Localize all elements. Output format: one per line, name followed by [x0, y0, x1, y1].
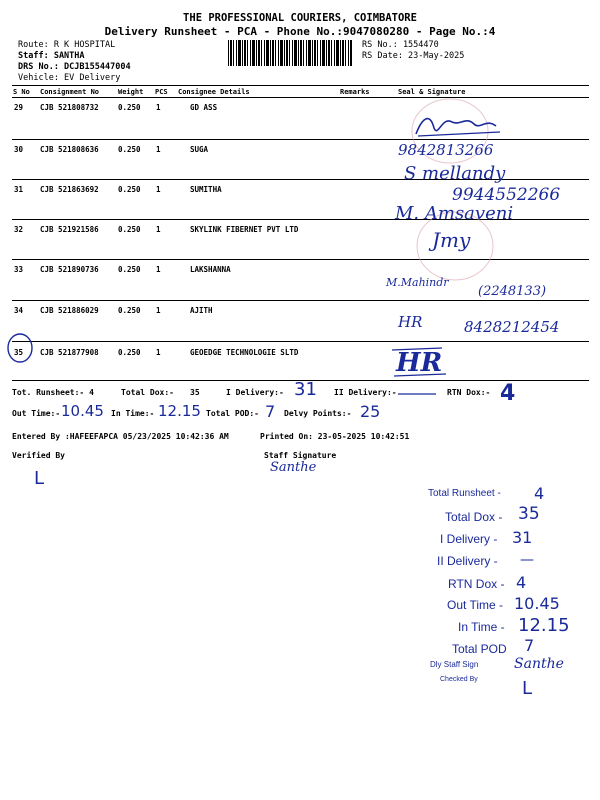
stamp-out-time-label: Out Time -	[447, 598, 504, 612]
stamp-out-time-value: 10.45	[514, 594, 560, 613]
stamp-total-runsheet-label: Total Runsheet -	[428, 488, 501, 499]
col-header-consignee: Consignee Details	[178, 88, 250, 96]
stamp-total-dox-label: Total Dox -	[445, 510, 503, 524]
stamp-in-time-value: 12.15	[518, 615, 570, 636]
col-header-seal-signature: Seal & Signature	[398, 88, 466, 96]
entered-by: Entered By :HAFEEFAPCA 05/23/2025 10:42:36 AM	[12, 432, 229, 441]
total-dox-value: 35	[190, 388, 200, 397]
handwritten-signature-row34: HR	[398, 313, 423, 331]
stamp-total-runsheet-value: 4	[534, 484, 545, 503]
stamp-checked-by-value: L	[522, 678, 533, 699]
stamp-staff-sign-value: Santhe	[514, 656, 564, 672]
ii-delivery-label: II Delivery:-	[334, 388, 397, 397]
staff-signature-handwritten: Santhe	[270, 460, 317, 475]
out-time-handwritten: 10.45	[61, 402, 104, 420]
stamp-rtn-dox-value: 4	[516, 573, 527, 592]
stamp-in-time-label: In Time -	[458, 620, 505, 634]
handwritten-phone-row31: 9944552266	[452, 185, 561, 205]
total-pod-handwritten: 7	[265, 402, 276, 421]
stamp-total-pod-value: 7	[524, 636, 535, 655]
handwritten-name-row31: M. Amsaveni	[395, 203, 514, 224]
i-delivery-label: I Delivery:-	[226, 388, 284, 397]
signature-row29-icon	[408, 108, 508, 144]
total-runsheet: Tot. Runsheet:- 4	[12, 388, 94, 397]
delvy-points-handwritten: 25	[360, 402, 381, 421]
rs-number: RS No.: 1554470	[362, 40, 439, 50]
handwritten-name-row33: M.Mahindr	[386, 276, 449, 289]
col-header-pcs: PCS	[155, 88, 168, 96]
stamp-i-delivery-label: I Delivery -	[440, 532, 498, 546]
rtn-dox-handwritten: 4	[500, 381, 516, 406]
stamp-ii-delivery-value: —	[520, 552, 534, 568]
stamp-total-dox-value: 35	[518, 504, 540, 524]
staff-signature-label: Staff Signature	[264, 451, 337, 460]
rtn-dox-label: RTN Dox:-	[447, 388, 491, 397]
verified-by-label: Verified By	[12, 451, 65, 460]
stamp-ii-delivery-label: II Delivery -	[437, 554, 498, 568]
delvy-points-label: Delvy Points:-	[284, 409, 352, 418]
document-title: THE PROFESSIONAL COURIERS, COIMBATORE	[183, 12, 417, 24]
signature-underline-icon	[390, 346, 450, 380]
printed-on: Printed On: 23-05-2025 10:42:51	[260, 432, 410, 441]
handwritten-phone-row34: 8428212454	[464, 318, 560, 336]
stamp-i-delivery-value: 31	[512, 528, 533, 547]
dash-stroke-icon	[396, 390, 446, 398]
handwritten-name-row30: S mellandy	[404, 163, 506, 184]
runsheet-subtitle: Delivery Runsheet - PCA - Phone No.:9047080280 - Page No.:4	[104, 25, 496, 38]
in-time-label: In Time:-	[111, 409, 155, 418]
in-time-handwritten: 12.15	[158, 402, 201, 420]
barcode	[228, 40, 352, 66]
circle-mark-icon	[4, 330, 38, 366]
row-divider	[12, 300, 589, 301]
col-header-remarks: Remarks	[340, 88, 370, 96]
stamp-rtn-dox-label: RTN Dox -	[448, 577, 505, 591]
rs-date: RS Date: 23-May-2025	[362, 51, 465, 61]
col-header-consignment: Consignment No	[40, 88, 100, 96]
drs-number: DRS No.: DCJB155447004	[18, 62, 131, 72]
staff-label: Staff: SANTHA	[18, 51, 85, 61]
stamp-total-pod-label: Total POD	[452, 642, 507, 656]
stamp-checked-by-label: Checked By	[440, 676, 478, 683]
handwritten-phone-row33: (2248133)	[478, 284, 547, 299]
route-label: Route: R K HOSPITAL	[18, 40, 116, 50]
total-dox-label: Total Dox:-	[121, 388, 174, 397]
handwritten-signature-row32: Jmy	[432, 228, 471, 252]
handwritten-signature-row35: HR	[396, 348, 443, 378]
i-delivery-handwritten: 31	[294, 379, 317, 400]
verified-by-handwritten: L	[34, 468, 45, 489]
row-divider	[12, 341, 589, 342]
out-time-label: Out Time:-	[12, 409, 61, 418]
col-header-weight: Weight	[118, 88, 144, 96]
stamp-staff-sign-label: Dly Staff Sign	[430, 660, 479, 669]
col-header-sno: S No	[13, 88, 30, 96]
handwritten-phone-row30: 9842813266	[398, 141, 494, 159]
vehicle-label: Vehicle: EV Delivery	[18, 73, 121, 83]
total-pod-label: Total POD:-	[206, 409, 259, 418]
